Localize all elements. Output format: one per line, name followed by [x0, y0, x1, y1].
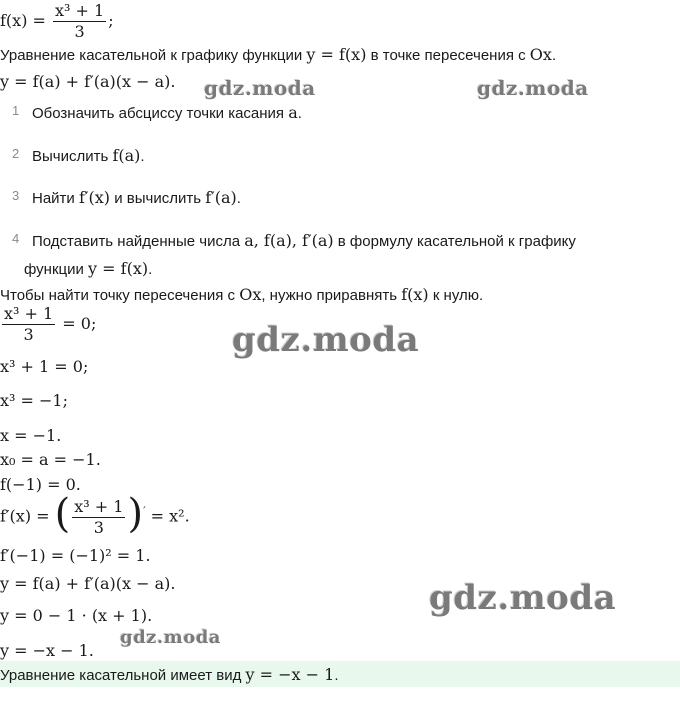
intersect-math-axis: Ox	[239, 285, 262, 304]
watermark: gdz.moda	[120, 627, 221, 648]
answer-end: .	[334, 667, 339, 684]
def-lhs: f(x) =	[0, 11, 52, 30]
equation-8: f′(−1) = (−1)² = 1.	[0, 546, 151, 565]
step-end: .	[148, 261, 153, 278]
equation-10: y = 0 − 1 · (x + 1).	[0, 606, 153, 625]
equation-fraction-zero	[0, 305, 96, 344]
intersect-text: Чтобы найти точку пересечения с	[0, 287, 240, 304]
def-denominator: 3	[74, 22, 85, 41]
equation-4: x = −1.	[0, 426, 62, 445]
step-end: .	[297, 105, 302, 122]
derivative-equation	[0, 491, 190, 537]
answer-math: y = −x − 1	[245, 665, 335, 684]
step-cont-math: y = f(x)	[88, 259, 149, 278]
equation-5: x₀ = a = −1.	[0, 450, 101, 469]
deriv-right-paren: )	[127, 491, 144, 537]
def-tail: ;	[108, 11, 114, 30]
step-mid: в формулу касательной к графику	[333, 233, 576, 250]
equation-9: y = f(a) + f′(a)(x − a).	[0, 574, 176, 593]
general-tangent-equation: y = f(a) + f′(a)(x − a).	[0, 72, 176, 91]
step-number: 2	[12, 146, 20, 161]
eq1-denominator: 3	[23, 325, 34, 344]
answer-sentence	[0, 665, 339, 684]
equation-11: y = −x − 1.	[0, 641, 94, 660]
step-cont-label: функции	[24, 261, 89, 278]
def-numerator: x³ + 1	[55, 1, 105, 20]
answer-text: Уравнение касательной имеет вид	[0, 667, 246, 684]
function-definition	[0, 2, 114, 41]
deriv-fraction	[72, 498, 125, 537]
step-math: f′(x)	[78, 188, 111, 207]
intro-math-function: y = f(x)	[306, 45, 367, 64]
intersect-mid: , нужно приравнять	[261, 287, 402, 304]
equation-6: f(−1) = 0.	[0, 475, 81, 494]
step-math: f(a)	[112, 146, 141, 165]
step-text	[32, 188, 241, 207]
intersect-math-function: f(x)	[401, 285, 429, 304]
deriv-lhs: f′(x) =	[0, 506, 55, 526]
watermark: gdz.moda	[204, 76, 316, 100]
step-label: Найти	[32, 190, 79, 207]
step-math: a	[288, 103, 298, 122]
intersection-sentence	[0, 285, 483, 304]
watermark: gdz.moda	[429, 578, 617, 618]
eq1-tail: = 0;	[57, 314, 97, 333]
step-math-2: f′(a)	[205, 188, 237, 207]
deriv-rhs: = x².	[145, 506, 190, 526]
step-text	[32, 231, 576, 250]
intro-text: Уравнение касательной к графику функции	[0, 47, 307, 64]
intersect-end: к нулю.	[428, 287, 484, 304]
watermark: gdz.moda	[232, 320, 420, 360]
step-number: 3	[12, 188, 20, 203]
eq1-fraction	[2, 305, 55, 344]
step-cont-text	[24, 259, 152, 278]
deriv-numerator: x³ + 1	[74, 496, 124, 516]
intro-sentence	[0, 45, 556, 64]
step-label: Вычислить	[32, 148, 113, 165]
intro-math-axis: Ox	[529, 45, 552, 64]
deriv-prime: ′	[143, 504, 146, 518]
step-text	[32, 146, 145, 165]
step-label: Подставить найденные числа	[32, 233, 245, 250]
eq1-numerator: x³ + 1	[4, 304, 54, 323]
step-label: Обозначить абсциссу точки касания	[32, 105, 289, 122]
step-end: .	[140, 148, 145, 165]
def-fraction	[53, 2, 106, 41]
equation-2: x³ + 1 = 0;	[0, 357, 89, 376]
step-text	[32, 103, 302, 122]
step-math: a, f(a), f′(a)	[244, 231, 334, 250]
step-number: 1	[12, 103, 20, 118]
deriv-left-paren: (	[54, 491, 71, 537]
intro-end: .	[551, 47, 557, 64]
deriv-denominator: 3	[93, 517, 104, 537]
intro-mid: в точке пересечения с	[366, 47, 530, 64]
step-end: .	[236, 190, 241, 207]
step-number: 4	[12, 231, 20, 246]
equation-3: x³ = −1;	[0, 391, 68, 410]
watermark: gdz.moda	[477, 76, 589, 100]
step-mid: и вычислить	[110, 190, 206, 207]
